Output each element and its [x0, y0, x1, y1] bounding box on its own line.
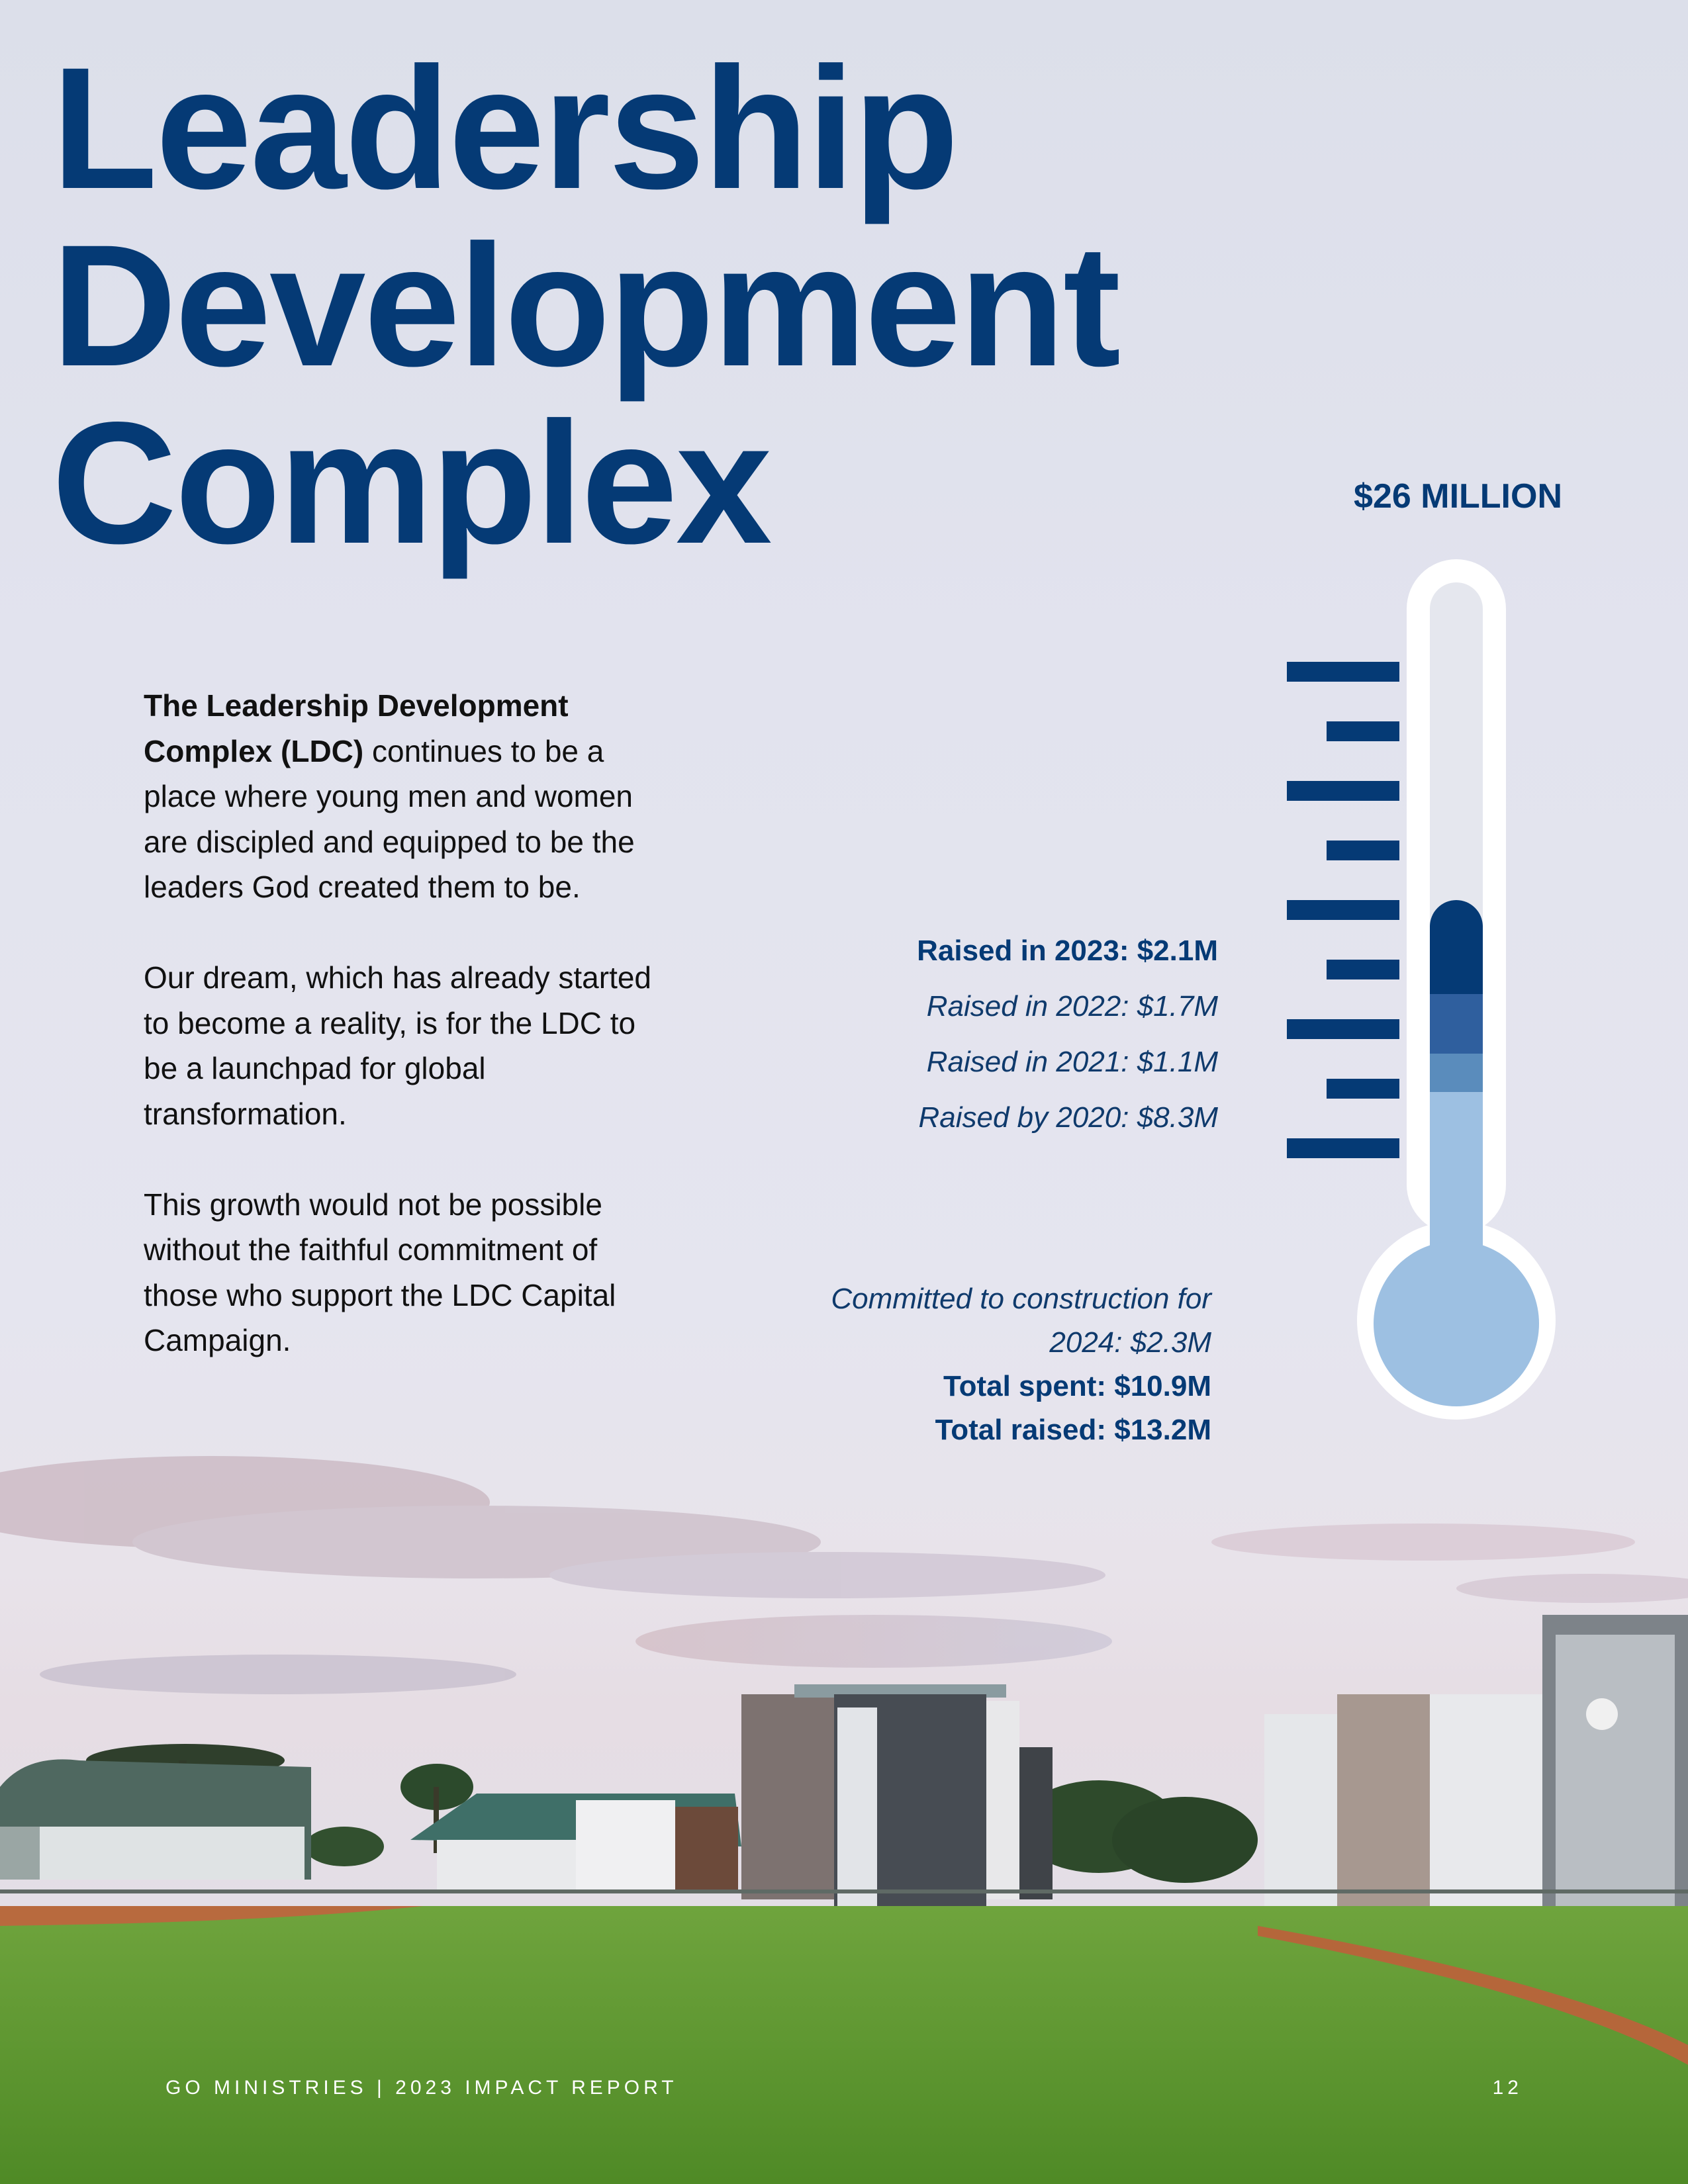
page-title — [52, 31, 1177, 580]
fill-segment-2022 — [1430, 994, 1483, 1054]
fence — [0, 1889, 1688, 1893]
tick-mark — [1327, 1079, 1399, 1099]
intro-lead-rest: continues to be a place where young men and women are discipled and equipped to be the leaders God created them to be. — [144, 733, 635, 904]
intro-text — [144, 683, 660, 1408]
page-footer — [165, 2077, 1523, 2099]
clouds — [0, 1456, 1688, 1694]
tick-mark — [1327, 960, 1399, 979]
fill-segment-2023 — [1430, 900, 1483, 994]
title-line-3: Complex — [52, 386, 771, 580]
raised-2023: Raised in 2023: $2.1M — [917, 934, 1218, 967]
fill-segment-2021 — [1430, 1054, 1483, 1092]
dormitory-building-center — [741, 1684, 1053, 1906]
raised-2020: Raised by 2020: $8.3M — [918, 1101, 1218, 1134]
title-line-2: Development — [52, 208, 1119, 402]
intro-paragraph-3: This growth would not be possible without the faithful commitment of those who support the LDC Capital Campaign. — [144, 1187, 616, 1357]
tick-mark — [1287, 1138, 1399, 1158]
page-number: 12 — [1492, 2077, 1523, 2099]
totals-block — [682, 1277, 1211, 1452]
raised-2022: Raised in 2022: $1.7M — [926, 990, 1218, 1023]
intro-paragraph-2: Our dream, which has already started to become a reality, is for the LDC to be a launchpad for global transformation. — [144, 960, 652, 1131]
intro-lead-bold: The Leadership Development Complex (LDC) — [144, 688, 569, 768]
grass-field — [0, 1906, 1688, 2184]
chapel-building — [410, 1794, 741, 1893]
footer-report-name: GO MINISTRIES | 2023 IMPACT REPORT — [165, 2077, 678, 2099]
tick-mark — [1287, 781, 1399, 801]
total-spent: Total spent: $10.9M — [943, 1370, 1211, 1402]
tick-mark — [1287, 1019, 1399, 1039]
raised-2021: Raised in 2021: $1.1M — [926, 1046, 1218, 1078]
academia-building — [1264, 1615, 1688, 1933]
committed-line-2: 2024: $2.3M — [1049, 1326, 1211, 1359]
thermometer-ticks — [1287, 662, 1399, 1158]
raised-by-year-list — [755, 923, 1218, 1146]
title-line-1: Leadership — [52, 31, 957, 225]
hangar-building — [0, 1759, 311, 1880]
tick-mark — [1327, 841, 1399, 860]
tick-mark — [1327, 721, 1399, 741]
tick-mark — [1287, 900, 1399, 920]
fundraising-thermometer — [1278, 556, 1595, 1456]
thermometer-bulb — [1374, 1241, 1539, 1406]
goal-label: $26 MILLION — [1354, 477, 1562, 516]
intro-paragraph-1 — [144, 683, 660, 910]
committed-line-1: Committed to construction for — [831, 1283, 1211, 1315]
total-raised: Total raised: $13.2M — [935, 1414, 1211, 1446]
tick-mark — [1287, 662, 1399, 682]
